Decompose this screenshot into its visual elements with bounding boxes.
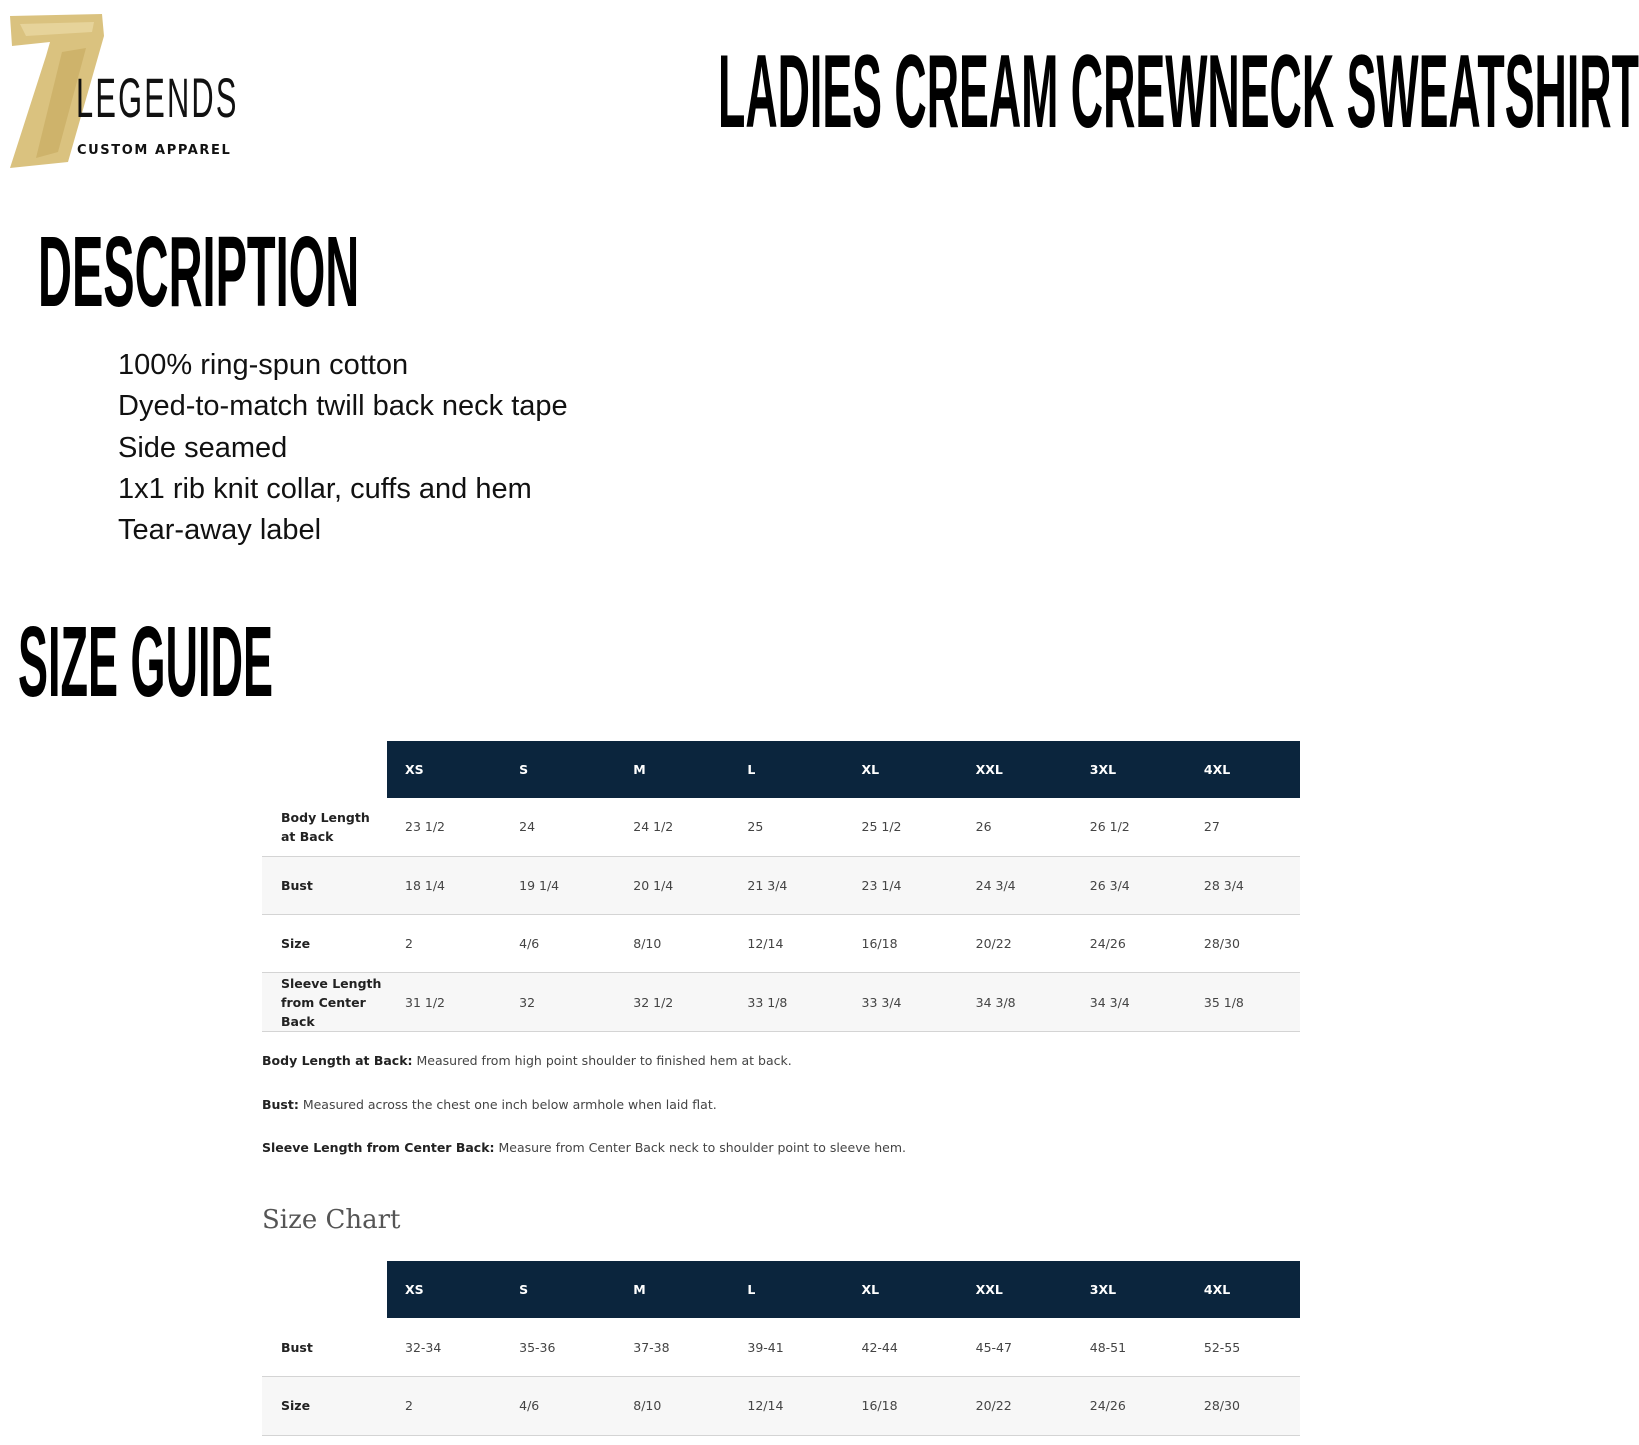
table-cell: 24 1/2 xyxy=(615,798,729,856)
table-cell: 12/14 xyxy=(729,915,843,973)
table-cell: 33 3/4 xyxy=(844,973,958,1031)
table-cell: 39-41 xyxy=(729,1318,843,1377)
table-cell: 27 xyxy=(1186,798,1300,856)
size-guide-heading: SIZE GUIDE xyxy=(18,606,274,718)
table-cell: 45-47 xyxy=(958,1318,1072,1377)
column-header-l: L xyxy=(729,1261,843,1318)
table-cell: 25 xyxy=(729,798,843,856)
row-label: Size xyxy=(262,1377,387,1436)
table-cell: 16/18 xyxy=(844,1377,958,1436)
table-cell: 28/30 xyxy=(1186,1377,1300,1436)
table-cell: 20 1/4 xyxy=(615,856,729,914)
measurement-note xyxy=(262,1052,906,1096)
table-cell: 2 xyxy=(387,1377,501,1436)
row-label: Sleeve Length from Center Back xyxy=(262,973,387,1031)
table-cell: 21 3/4 xyxy=(729,856,843,914)
description-heading: DESCRIPTION xyxy=(38,216,360,328)
column-header-xl: XL xyxy=(844,741,958,798)
table-cell: 4/6 xyxy=(501,1377,615,1436)
table-cell: 26 1/2 xyxy=(1072,798,1186,856)
note-text: Measure from Center Back neck to shoulder point to sleeve hem. xyxy=(494,1140,907,1155)
table-cell: 32-34 xyxy=(387,1318,501,1377)
column-header-xl: XL xyxy=(844,1261,958,1318)
note-text: Measured across the chest one inch below armhole when laid flat. xyxy=(298,1096,717,1112)
column-header-m: M xyxy=(615,741,729,798)
table-cell: 12/14 xyxy=(729,1377,843,1436)
description-item: Side seamed xyxy=(118,431,288,464)
table-cell: 23 1/2 xyxy=(387,798,501,856)
description-item: 1x1 rib knit collar, cuffs and hem xyxy=(118,472,532,505)
table-cell: 24 3/4 xyxy=(958,856,1072,914)
column-header-4xl: 4XL xyxy=(1186,1261,1300,1318)
brand-logo xyxy=(6,12,239,172)
note-term: Sleeve Length from Center Back: xyxy=(262,1140,495,1155)
column-header-s: S xyxy=(501,741,615,798)
table-cell: 25 1/2 xyxy=(844,798,958,856)
measurement-note xyxy=(262,1096,906,1140)
table-cell: 20/22 xyxy=(958,915,1072,973)
table-cell: 34 3/8 xyxy=(958,973,1072,1031)
column-header-s: S xyxy=(501,1261,615,1318)
column-header-xs: XS xyxy=(387,1261,501,1318)
table-row xyxy=(262,915,1300,973)
table-cell: 32 1/2 xyxy=(615,973,729,1031)
table-cell: 52-55 xyxy=(1186,1318,1300,1377)
table-cell: 37-38 xyxy=(615,1318,729,1377)
table-cell: 18 1/4 xyxy=(387,856,501,914)
column-header-l: L xyxy=(729,741,843,798)
column-header-3xl: 3XL xyxy=(1072,741,1186,798)
table-row xyxy=(262,798,1300,856)
table-cell: 24 xyxy=(501,798,615,856)
description-item: Tear-away label xyxy=(118,514,322,547)
table-row xyxy=(262,1377,1300,1436)
description-item: 100% ring-spun cotton xyxy=(118,349,409,381)
logo-wordmark: LEGENDS xyxy=(76,66,239,129)
size-chart-table xyxy=(262,1261,1300,1436)
header-corner xyxy=(262,1261,387,1318)
table-header-row xyxy=(262,1261,1300,1318)
row-label: Body Length at Back xyxy=(262,798,387,856)
column-header-xxl: XXL xyxy=(958,1261,1072,1318)
note-term: Bust: xyxy=(262,1096,299,1112)
table-cell: 33 1/8 xyxy=(729,973,843,1031)
row-label: Size xyxy=(262,915,387,973)
table-cell: 24/26 xyxy=(1072,915,1186,973)
table-cell: 26 xyxy=(958,798,1072,856)
table-cell: 20/22 xyxy=(958,1377,1072,1436)
note-text: Measured from high point shoulder to finished hem at back. xyxy=(412,1053,792,1068)
table-cell: 35-36 xyxy=(501,1318,615,1377)
row-label: Bust xyxy=(262,1318,387,1377)
table-cell: 31 1/2 xyxy=(387,973,501,1031)
table-cell: 32 xyxy=(501,973,615,1031)
column-header-xs: XS xyxy=(387,741,501,798)
size-chart-heading: Size Chart xyxy=(262,1205,401,1235)
table-row xyxy=(262,856,1300,914)
table-cell: 16/18 xyxy=(844,915,958,973)
table-cell: 34 3/4 xyxy=(1072,973,1186,1031)
measurement-notes xyxy=(262,1052,906,1183)
column-header-m: M xyxy=(615,1261,729,1318)
description-list xyxy=(118,345,568,551)
table-cell: 28/30 xyxy=(1186,915,1300,973)
table-cell: 2 xyxy=(387,915,501,973)
table-cell: 42-44 xyxy=(844,1318,958,1377)
table-row xyxy=(262,1318,1300,1377)
note-term: Body Length at Back: xyxy=(262,1053,413,1068)
table-header-row xyxy=(262,741,1300,798)
column-header-3xl: 3XL xyxy=(1072,1261,1186,1318)
table-cell: 23 1/4 xyxy=(844,856,958,914)
table-cell: 8/10 xyxy=(615,1377,729,1436)
table-cell: 48-51 xyxy=(1072,1318,1186,1377)
table-cell: 24/26 xyxy=(1072,1377,1186,1436)
table-cell: 19 1/4 xyxy=(501,856,615,914)
table-cell: 26 3/4 xyxy=(1072,856,1186,914)
table-row xyxy=(262,973,1300,1031)
size-guide-table xyxy=(262,741,1300,1032)
row-label: Bust xyxy=(262,856,387,914)
header-corner xyxy=(262,741,387,798)
table-cell: 28 3/4 xyxy=(1186,856,1300,914)
table-cell: 8/10 xyxy=(615,915,729,973)
description-item: Dyed-to-match twill back neck tape xyxy=(118,390,568,423)
measurement-note xyxy=(262,1139,906,1183)
page-title: LADIES CREAM CREWNECK SWEATSHIRT xyxy=(718,34,1639,150)
column-header-xxl: XXL xyxy=(958,741,1072,798)
table-cell: 35 1/8 xyxy=(1186,973,1300,1031)
column-header-4xl: 4XL xyxy=(1186,741,1300,798)
table-cell: 4/6 xyxy=(501,915,615,973)
logo-subtitle: CUSTOM APPAREL xyxy=(77,143,232,158)
